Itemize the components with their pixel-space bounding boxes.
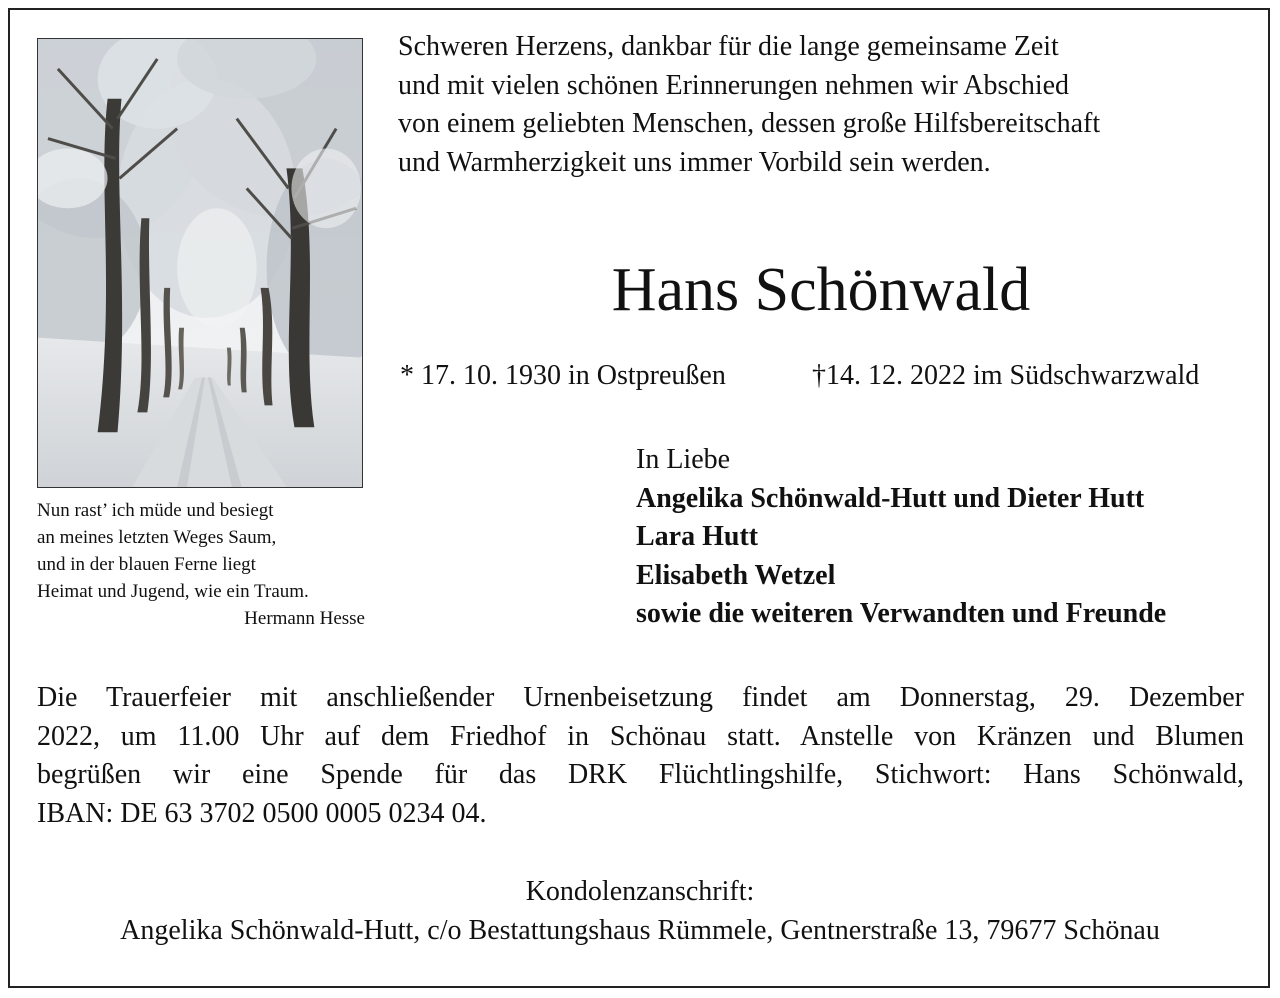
ceremony-line: begrüßen wir eine Spende für das DRK Flüchtlingshilfe, Stichwort: Hans Schönwald, — [37, 759, 1244, 790]
family-intro: In Liebe — [636, 444, 731, 475]
ceremony-line: Die Trauerfeier mit anschließender Urnenbeisetzung findet am Donnerstag, 29. Dezember — [37, 682, 1244, 713]
intro-line: Schweren Herzens, dankbar für die lange gemeinsame Zeit — [398, 31, 1059, 62]
death-date: †14. 12. 2022 im Südschwarzwald — [812, 360, 1200, 391]
poem-author: Hermann Hesse — [244, 608, 365, 629]
intro-line: und mit vielen schönen Erinnerungen nehmen wir Abschied — [398, 69, 1070, 101]
family-member: Lara Hutt — [636, 521, 759, 552]
ceremony-line: 2022, um 11.00 Uhr auf dem Friedhof in Schönau statt. Anstelle von Kränzen und Blumen — [37, 720, 1244, 752]
poem-line: Heimat und Jugend, wie ein Traum. — [37, 581, 309, 602]
intro-paragraph — [398, 28, 1258, 182]
winter-avenue-photo — [37, 38, 363, 488]
family-member: Elisabeth Wetzel — [636, 559, 836, 591]
family-signature — [636, 441, 1166, 634]
family-member: sowie die weiteren Verwandten und Freunde — [636, 598, 1167, 629]
condolence-heading: Kondolenzanschrift: — [525, 876, 755, 907]
poem-quote — [37, 497, 365, 632]
intro-line: und Warmherzigkeit uns immer Vorbild sein werden. — [398, 146, 991, 178]
ceremony-line: IBAN: DE 63 3702 0500 0005 0234 04. — [37, 797, 487, 829]
intro-line: von einem geliebten Menschen, dessen große Hilfsbereitschaft — [398, 108, 1101, 139]
birth-date: * 17. 10. 1930 in Ostpreußen — [400, 360, 726, 391]
poem-line: und in der blauen Ferne liegt — [37, 554, 256, 575]
poem-line: Nun rast’ ich müde und besiegt — [37, 500, 274, 521]
condolence-address: Angelika Schönwald-Hutt, c/o Bestattungshaus Rümmele, Gentnerstraße 13, 79677 Schönau — [120, 915, 1160, 946]
family-member: Angelika Schönwald-Hutt und Dieter Hutt — [636, 482, 1145, 514]
ceremony-paragraph — [37, 679, 1244, 833]
poem-line: an meines letzten Weges Saum, — [37, 527, 277, 548]
deceased-name: Hans Schönwald — [611, 256, 1031, 324]
condolence-address-block — [8, 872, 1272, 950]
